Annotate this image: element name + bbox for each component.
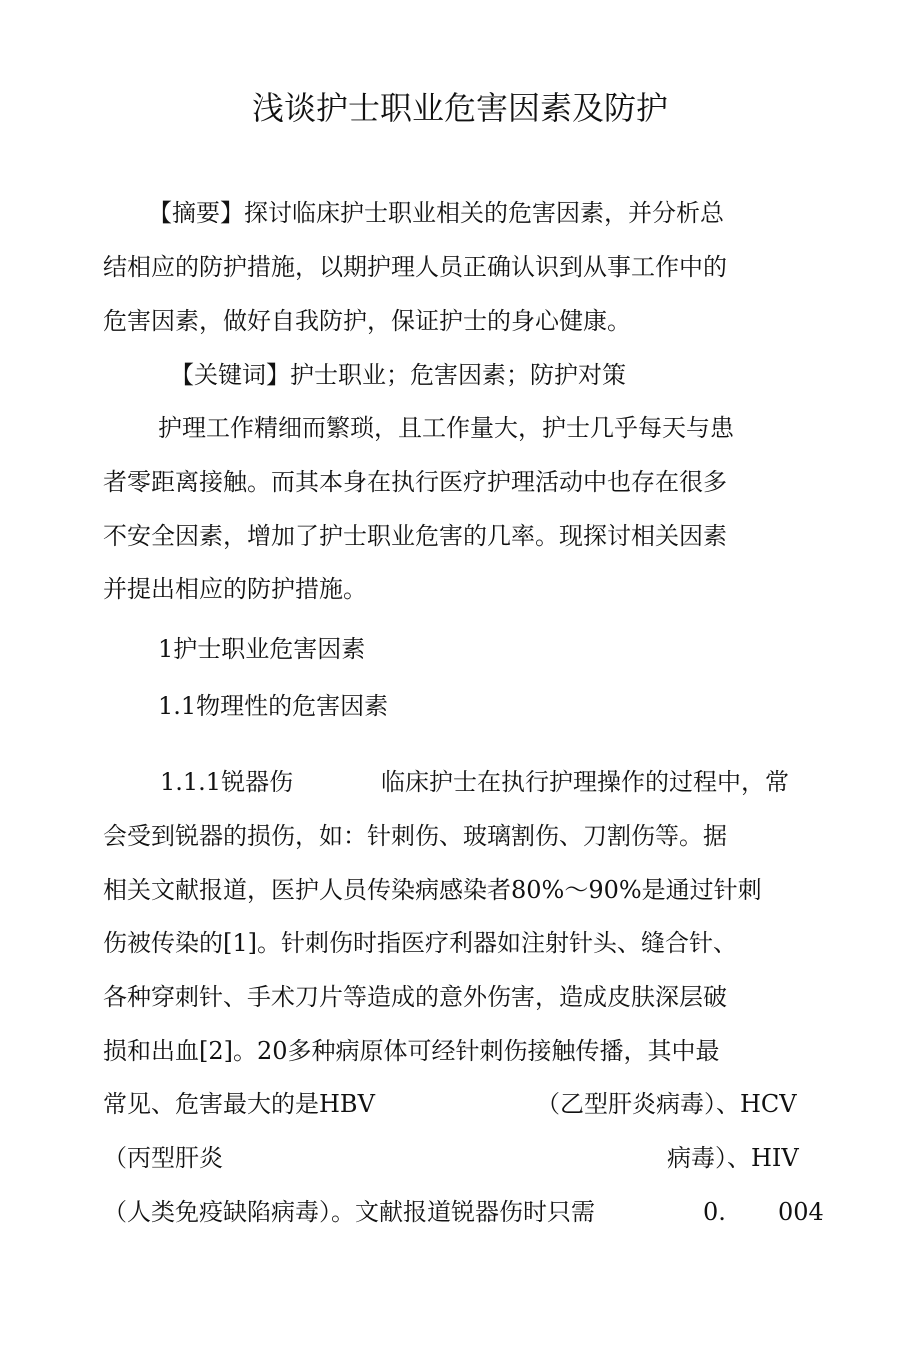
body-line: 0. — [703, 1198, 726, 1226]
subsubsection-heading: 1.1.1锐器伤 — [160, 768, 294, 796]
intro-line: 并提出相应的防护措施。 — [103, 575, 367, 603]
body-line: 病毒）、HIV — [667, 1144, 799, 1172]
body-line: 损和出血[2]。20多种病原体可经针刺伤接触传播，其中最 — [103, 1037, 720, 1065]
body-line: 相关文献报道，医护人员传染病感染者80%～90%是通过针刺 — [103, 876, 762, 904]
abstract-line: 【摘要】探讨临床护士职业相关的危害因素，并分析总 — [148, 199, 724, 227]
body-line: 004 — [778, 1198, 824, 1226]
body-line: 伤被传染的[1]。针刺伤时指医疗利器如注射针头、缝合针、 — [103, 929, 737, 957]
body-line: 临床护士在执行护理操作的过程中，常 — [381, 768, 789, 796]
section-heading: 1护士职业危害因素 — [158, 635, 366, 663]
intro-line: 不安全因素，增加了护士职业危害的几率。现探讨相关因素 — [103, 522, 727, 550]
document-title: 浅谈护士职业危害因素及防护 — [251, 89, 668, 127]
abstract-line: 危害因素，做好自我防护，保证护士的身心健康。 — [103, 307, 631, 335]
body-line: 常见、危害最大的是HBV — [103, 1090, 375, 1118]
body-line: 会受到锐器的损伤，如：针刺伤、玻璃割伤、刀割伤等。据 — [103, 822, 727, 850]
abstract-line: 结相应的防护措施，以期护理人员正确认识到从事工作中的 — [103, 253, 727, 281]
intro-line: 者零距离接触。而其本身在执行医疗护理活动中也存在很多 — [103, 468, 727, 496]
keywords-line: 【关键词】护士职业；危害因素；防护对策 — [170, 361, 626, 389]
body-line: 各种穿刺针、手术刀片等造成的意外伤害，造成皮肤深层破 — [103, 983, 727, 1011]
body-line: （丙型肝炎 — [103, 1144, 223, 1172]
subsection-heading: 1.1物理性的危害因素 — [158, 692, 389, 720]
intro-line: 护理工作精细而繁琐，且工作量大，护士几乎每天与患 — [158, 414, 734, 442]
body-line: （乙型肝炎病毒）、HCV — [536, 1090, 797, 1118]
body-line: （人类免疫缺陷病毒）。文献报道锐器伤时只需 — [103, 1198, 595, 1226]
